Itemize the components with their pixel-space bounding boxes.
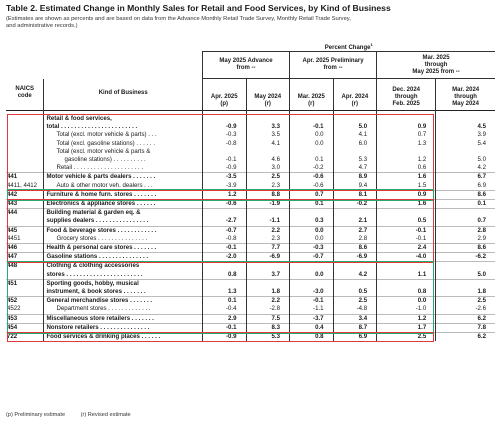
naics-code-cell: 452 — [6, 297, 44, 306]
value-cell — [246, 115, 290, 123]
value-cell: 1.2 — [377, 156, 436, 164]
value-cell: -0.6 — [290, 182, 334, 191]
value-cell: 4.1 — [246, 140, 290, 148]
naics-code-cell — [6, 271, 44, 280]
kind-of-business-cell: Motor vehicle & parts dealers . . . . . . . — [44, 173, 203, 182]
value-cell: 0.1 — [290, 200, 334, 209]
value-cell: 4.5 — [436, 123, 495, 131]
value-cell: 2.5 — [246, 173, 290, 182]
value-cell: 0.8 — [377, 288, 436, 297]
value-cell — [377, 262, 436, 271]
value-cell: 8.6 — [436, 244, 495, 253]
kind-of-business-cell: General merchandise stores . . . . . . . — [44, 297, 203, 306]
table-title: Table 2. Estimated Change in Monthly Sales for Retail and Food Services, by Kind of Business — [6, 3, 391, 13]
value-cell: 2.5 — [436, 297, 495, 306]
table-row — [6, 140, 495, 148]
value-cell: 3.4 — [333, 314, 377, 323]
kind-of-business-cell: Total (excl. gasoline stations) . . . . . . — [44, 140, 203, 148]
value-cell: 1.3 — [377, 140, 436, 148]
value-cell: -0.1 — [290, 123, 334, 131]
value-cell: -0.9 — [202, 164, 246, 173]
value-cell: 0.7 — [436, 217, 495, 226]
value-cell: 0.1 — [290, 156, 334, 164]
table-row — [6, 173, 495, 182]
value-cell — [290, 115, 334, 123]
table-row — [6, 262, 495, 271]
kind-of-business-cell: Gasoline stations . . . . . . . . . . . . . . . — [44, 253, 203, 262]
value-cell: -1.0 — [377, 305, 436, 314]
naics-code-cell: 441 — [6, 173, 44, 182]
value-cell: 5.3 — [333, 156, 377, 164]
value-cell: -2.6 — [436, 305, 495, 314]
value-cell: 6.9 — [436, 182, 495, 191]
value-cell: 0.7 — [290, 190, 334, 199]
kind-of-business-cell: Grocery stores . . . . . . . . . . . . . . . — [44, 235, 203, 244]
value-cell — [436, 115, 495, 123]
group-header-may-advance: May 2025 Advance from -- — [202, 52, 289, 79]
value-cell: -0.8 — [202, 140, 246, 148]
value-cell: 2.3 — [246, 235, 290, 244]
naics-header: NAICS code — [15, 86, 35, 100]
naics-code-cell — [6, 140, 44, 148]
value-cell: 0.1 — [202, 297, 246, 306]
kind-of-business-cell: Health & personal care stores . . . . . . . — [44, 244, 203, 253]
value-cell: 5.0 — [333, 123, 377, 131]
subtitle-line: (Estimates are shown as percents and are based on data from the Advance Monthly Retail Trade Survey, Monthly Retail Trade Survey, — [6, 16, 351, 22]
table-row — [6, 226, 495, 235]
naics-code-cell — [6, 156, 44, 164]
value-cell: -0.8 — [202, 235, 246, 244]
value-cell — [246, 148, 290, 156]
value-cell — [333, 209, 377, 218]
value-cell: 0.0 — [290, 140, 334, 148]
value-cell: -0.6 — [202, 200, 246, 209]
table-row — [6, 156, 495, 164]
value-cell: 1.2 — [377, 314, 436, 323]
value-cell: 2.9 — [202, 314, 246, 323]
value-cell: 0.8 — [290, 333, 334, 342]
footnote-preliminary: (p) Preliminary estimate — [6, 412, 66, 418]
value-cell: -1.9 — [246, 200, 290, 209]
value-cell: -0.1 — [290, 297, 334, 306]
value-cell: -0.4 — [202, 305, 246, 314]
value-cell: -2.8 — [246, 305, 290, 314]
naics-code-cell — [6, 288, 44, 297]
group-header-apr-preliminary: Apr. 2025 Preliminary from -- — [290, 52, 377, 79]
value-cell: 2.3 — [246, 182, 290, 191]
col-header-may-2024: May 2024 (r) — [246, 79, 290, 111]
value-cell: 8.3 — [246, 323, 290, 332]
value-cell — [202, 209, 246, 218]
table-row — [6, 123, 495, 131]
sales-table — [6, 41, 495, 341]
value-cell: 0.7 — [377, 131, 436, 139]
value-cell: 0.1 — [436, 200, 495, 209]
value-cell: 2.5 — [333, 297, 377, 306]
value-cell: 8.6 — [333, 244, 377, 253]
value-cell: 3.9 — [436, 131, 495, 139]
value-cell: -0.9 — [202, 123, 246, 131]
naics-code-cell: 448 — [6, 262, 44, 271]
value-cell: 4.2 — [333, 271, 377, 280]
value-cell: 0.5 — [333, 288, 377, 297]
kind-of-business-cell: Auto & other motor veh. dealers . . . — [44, 182, 203, 191]
value-cell: -4.8 — [333, 305, 377, 314]
value-cell: -0.1 — [202, 323, 246, 332]
value-cell: -0.1 — [377, 235, 436, 244]
table-row — [6, 217, 495, 226]
value-cell: 1.8 — [246, 288, 290, 297]
value-cell — [377, 115, 436, 123]
value-cell: 3.5 — [246, 131, 290, 139]
value-cell: 2.7 — [333, 226, 377, 235]
value-cell — [202, 279, 246, 288]
naics-code-cell: 454 — [6, 323, 44, 332]
value-cell: -1.1 — [290, 305, 334, 314]
value-cell — [377, 209, 436, 218]
value-cell: 2.2 — [246, 297, 290, 306]
col-header-dec-feb: Dec. 2024 through Feb. 2025 — [377, 79, 436, 111]
kind-of-business-cell: total . . . . . . . . . . . . . . . . . . . . . . . — [44, 123, 203, 131]
value-cell: 3.3 — [246, 123, 290, 131]
value-cell: 1.2 — [202, 190, 246, 199]
value-cell: 6.0 — [333, 140, 377, 148]
table-row — [6, 288, 495, 297]
kind-of-business-cell: stores . . . . . . . . . . . . . . . . . . . . . . . — [44, 271, 203, 280]
naics-code-cell — [6, 115, 44, 123]
value-cell: -0.3 — [290, 244, 334, 253]
kind-of-business-cell: Furniture & home furn. stores . . . . . . . — [44, 190, 203, 199]
kind-of-business-cell: Sporting goods, hobby, musical — [44, 279, 203, 288]
naics-code-cell — [6, 164, 44, 173]
kind-of-business-cell: Department stores . . . . . . . . . . . . . — [44, 305, 203, 314]
naics-code-cell — [6, 148, 44, 156]
value-cell — [202, 115, 246, 123]
value-cell — [290, 279, 334, 288]
value-cell: -0.7 — [290, 253, 334, 262]
value-cell: 8.6 — [436, 190, 495, 199]
value-cell — [290, 209, 334, 218]
kind-of-business-cell: Retail & food services, — [44, 115, 203, 123]
value-cell: 4.1 — [333, 131, 377, 139]
value-cell: 0.9 — [377, 123, 436, 131]
value-cell: 2.8 — [333, 235, 377, 244]
value-cell: 2.4 — [377, 244, 436, 253]
value-cell: 1.7 — [377, 323, 436, 332]
value-cell: -2.0 — [202, 253, 246, 262]
kind-of-business-cell: Retail . . . . . . . . . . . . . . . . . . . . . — [44, 164, 203, 173]
value-cell: 0.4 — [290, 323, 334, 332]
value-cell: 1.8 — [436, 288, 495, 297]
value-cell — [377, 279, 436, 288]
kind-of-business-cell: Nonstore retailers . . . . . . . . . . . . . . . — [44, 323, 203, 332]
value-cell: -0.7 — [202, 226, 246, 235]
naics-code-cell — [6, 131, 44, 139]
table-row — [6, 314, 495, 323]
value-cell — [246, 279, 290, 288]
value-cell: 2.8 — [436, 226, 495, 235]
kind-of-business-cell: Electronics & appliance stores . . . . . . — [44, 200, 203, 209]
value-cell: 0.0 — [377, 297, 436, 306]
naics-code-cell: 446 — [6, 244, 44, 253]
table-row — [6, 182, 495, 191]
value-cell — [290, 148, 334, 156]
value-cell: 7.7 — [246, 244, 290, 253]
value-cell: 8.8 — [246, 190, 290, 199]
naics-code-cell: 453 — [6, 314, 44, 323]
value-cell: -0.1 — [377, 226, 436, 235]
value-cell: -3.9 — [202, 182, 246, 191]
value-cell — [436, 148, 495, 156]
table-row — [6, 115, 495, 123]
value-cell: 0.0 — [290, 271, 334, 280]
percent-change-header — [202, 41, 495, 52]
value-cell — [377, 148, 436, 156]
value-cell — [436, 279, 495, 288]
value-cell: 5.0 — [436, 271, 495, 280]
value-cell: 1.3 — [202, 288, 246, 297]
value-cell — [333, 115, 377, 123]
kind-of-business-cell: Clothing & clothing accessories — [44, 262, 203, 271]
kind-of-business-cell: Food & beverage stores . . . . . . . . . . . . — [44, 226, 203, 235]
value-cell: 6.9 — [333, 333, 377, 342]
value-cell: 0.5 — [377, 217, 436, 226]
value-cell: 4.6 — [246, 156, 290, 164]
value-cell: -3.0 — [290, 288, 334, 297]
naics-code-cell: 4522 — [7, 305, 21, 313]
value-cell: -0.2 — [333, 200, 377, 209]
value-cell: 7.5 — [246, 314, 290, 323]
value-cell: 0.8 — [202, 271, 246, 280]
naics-code-cell: 4451 — [7, 234, 21, 242]
percent-change-label: Percent Change — [324, 45, 371, 51]
value-cell: 0.0 — [290, 226, 334, 235]
table-row — [6, 271, 495, 280]
value-cell: -4.0 — [377, 253, 436, 262]
value-cell — [290, 262, 334, 271]
table-row — [6, 305, 495, 314]
naics-code-cell: 451 — [6, 279, 44, 288]
col-header-mar-may-2024: Mar. 2024 through May 2024 — [436, 79, 495, 111]
table-row — [6, 333, 495, 342]
value-cell: 8.9 — [333, 173, 377, 182]
value-cell: -0.2 — [290, 164, 334, 173]
value-cell: 4.2 — [436, 164, 495, 173]
group-header-mar-may: Mar. 2025 through May 2025 from -- — [377, 52, 495, 79]
naics-code-cell: 442 — [6, 190, 44, 199]
value-cell — [202, 148, 246, 156]
value-cell: 2.9 — [436, 235, 495, 244]
table-row — [6, 209, 495, 218]
footnote-revised: (r) Revised estimate — [80, 412, 131, 418]
value-cell — [246, 262, 290, 271]
footnotes — [6, 412, 145, 418]
value-cell: 1.6 — [377, 173, 436, 182]
value-cell: -0.1 — [202, 156, 246, 164]
col-header-apr-2025: Apr. 2025 (p) — [202, 79, 246, 111]
value-cell: -0.1 — [202, 244, 246, 253]
value-cell: 4.7 — [333, 164, 377, 173]
value-cell: 0.9 — [377, 190, 436, 199]
table-row — [6, 297, 495, 306]
value-cell: 2.2 — [246, 226, 290, 235]
value-cell: -0.9 — [202, 333, 246, 342]
value-cell: 0.0 — [290, 235, 334, 244]
naics-code-cell: 722 — [6, 333, 44, 342]
table-row — [6, 323, 495, 332]
kind-of-business-header: Kind of Business — [44, 79, 203, 111]
value-cell: 6.2 — [436, 314, 495, 323]
value-cell: 7.8 — [436, 323, 495, 332]
value-cell: 6.7 — [436, 173, 495, 182]
naics-code-cell: 444 — [6, 209, 44, 218]
value-cell: -0.6 — [290, 173, 334, 182]
value-cell: 0.6 — [377, 164, 436, 173]
value-cell: -0.3 — [202, 131, 246, 139]
table-row — [6, 235, 495, 244]
value-cell — [333, 279, 377, 288]
percent-change-footnote-mark: 1 — [370, 42, 373, 47]
value-cell: 5.4 — [436, 140, 495, 148]
value-cell — [333, 148, 377, 156]
naics-code-cell — [6, 123, 44, 131]
kind-of-business-cell: Miscellaneous store retailers . . . . . . . — [44, 314, 203, 323]
table-row — [6, 279, 495, 288]
value-cell — [246, 209, 290, 218]
value-cell: 0.0 — [290, 131, 334, 139]
kind-of-business-cell: gasoline stations) . . . . . . . . . . — [44, 156, 203, 164]
value-cell: 3.0 — [246, 164, 290, 173]
kind-of-business-cell: instrument, & book stores . . . . . . . — [44, 288, 203, 297]
kind-of-business-cell: supplies dealers . . . . . . . . . . . . . . . . — [44, 217, 203, 226]
value-cell — [436, 209, 495, 218]
value-cell: 0.3 — [290, 217, 334, 226]
naics-code-cell: 445 — [6, 226, 44, 235]
value-cell: -2.7 — [202, 217, 246, 226]
table-row — [6, 253, 495, 262]
naics-code-cell: 4411, 4412 — [7, 181, 38, 189]
col-header-apr-2024: Apr. 2024 (r) — [333, 79, 377, 111]
naics-code-cell — [6, 217, 44, 226]
value-cell: -1.1 — [246, 217, 290, 226]
table-row — [6, 148, 495, 156]
value-cell: 1.1 — [377, 271, 436, 280]
kind-of-business-cell: Building material & garden eq. & — [44, 209, 203, 218]
col-header-mar-2025: Mar. 2025 (r) — [290, 79, 334, 111]
kind-of-business-cell: Total (excl. motor vehicle & parts) . . . — [44, 131, 203, 139]
value-cell: -6.9 — [246, 253, 290, 262]
table-row — [6, 200, 495, 209]
table-row — [6, 244, 495, 253]
value-cell: 2.1 — [333, 217, 377, 226]
value-cell: 1.6 — [377, 200, 436, 209]
value-cell: 8.7 — [333, 323, 377, 332]
table-row — [6, 164, 495, 173]
table-row — [6, 190, 495, 199]
naics-code-cell: 447 — [6, 253, 44, 262]
value-cell: -6.9 — [333, 253, 377, 262]
value-cell: -3.5 — [202, 173, 246, 182]
value-cell — [436, 262, 495, 271]
value-cell: 5.3 — [246, 333, 290, 342]
value-cell: 3.7 — [246, 271, 290, 280]
value-cell: -3.7 — [290, 314, 334, 323]
value-cell: 1.5 — [377, 182, 436, 191]
value-cell: 5.0 — [436, 156, 495, 164]
kind-of-business-cell: Food services & drinking places . . . . . . — [44, 333, 203, 342]
table-row — [6, 131, 495, 139]
kind-of-business-cell: Total (excl. motor vehicle & parts & — [44, 148, 203, 156]
value-cell: 6.2 — [436, 333, 495, 342]
value-cell: 9.4 — [333, 182, 377, 191]
value-cell: 8.1 — [333, 190, 377, 199]
table-subtitle — [6, 16, 496, 30]
naics-code-cell: 443 — [6, 200, 44, 209]
value-cell: 2.5 — [377, 333, 436, 342]
subtitle-line: and administrative records.) — [6, 23, 78, 29]
value-cell — [202, 262, 246, 271]
value-cell: -6.2 — [436, 253, 495, 262]
value-cell — [333, 262, 377, 271]
